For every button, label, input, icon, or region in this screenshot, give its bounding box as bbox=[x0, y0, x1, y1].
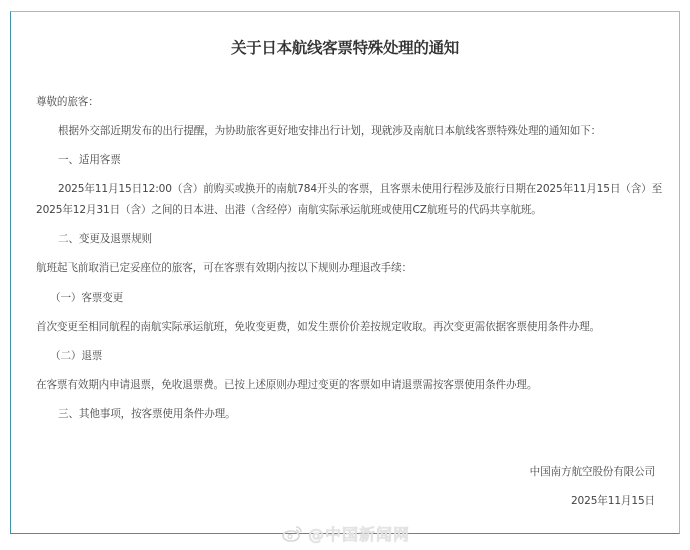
greeting: 尊敬的旅客： bbox=[36, 96, 99, 108]
notice-title: 关于日本航线客票特殊处理的通知 bbox=[230, 39, 459, 57]
subsection-change-body: 首次变更至相同航程的南航实际承运航班，免收变更费，如发生票价价差按规定收取。再次变更需依据客票使用条件办理。 bbox=[36, 321, 600, 333]
watermark bbox=[282, 518, 410, 548]
subsection-refund-heading: （二）退票 bbox=[50, 350, 103, 362]
signature-date: 2025年11月15日 bbox=[570, 495, 655, 507]
signature-company: 中国南方航空股份有限公司 bbox=[529, 466, 655, 478]
section-1-body-line2: 2025年12月31日（含）之间的日本进、出港（含经停）南航实际承运航班或使用CZ航班号的代码共享航班。 bbox=[36, 204, 542, 216]
section-3-heading: 三、其他事项，按客票使用条件办理。 bbox=[58, 408, 236, 420]
weibo-icon bbox=[282, 524, 304, 542]
section-2-body: 航班起飞前取消已定妥座位的旅客，可在客票有效期内按以下规则办理退改手续： bbox=[36, 262, 412, 274]
subsection-change-heading: （一）客票变更 bbox=[50, 292, 124, 304]
watermark-text: @中国新闻网 bbox=[308, 524, 411, 544]
section-1-heading: 一、适用客票 bbox=[58, 154, 121, 166]
section-2-heading: 二、变更及退票规则 bbox=[58, 233, 152, 245]
intro-paragraph: 根据外交部近期发布的出行提醒，为协助旅客更好地安排出行计划，现就涉及南航日本航线客票特殊处理的通知如下： bbox=[58, 125, 602, 137]
subsection-refund-body: 在客票有效期内申请退票，免收退票费。已按上述原则办理过变更的客票如申请退票需按客票使用条件办理。 bbox=[36, 379, 538, 391]
section-1-body-line1: 2025年11月15日12:00（含）前购买或换开的南航784开头的客票，且客票未使用行程涉及旅行日期在2025年11月15日（含）至 bbox=[58, 183, 663, 195]
